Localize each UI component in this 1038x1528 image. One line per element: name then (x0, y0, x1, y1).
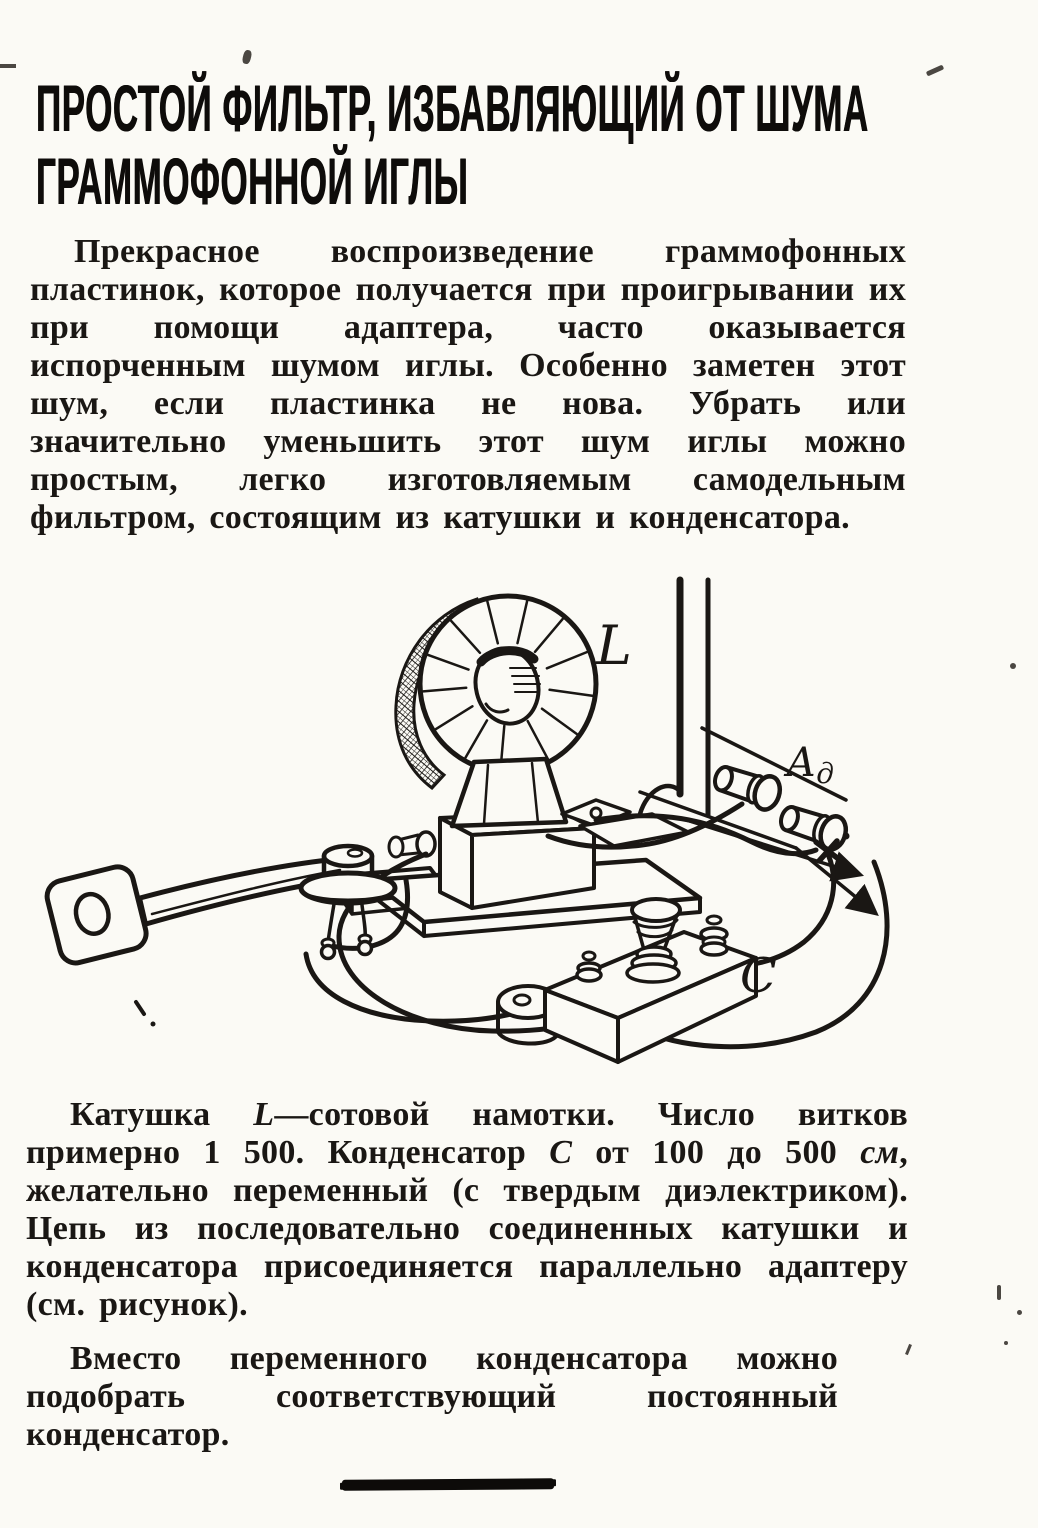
pickup-head (44, 864, 150, 967)
scan-speck (905, 1344, 912, 1355)
scan-speck (997, 1285, 1001, 1300)
capacitor-label: C (740, 948, 777, 1004)
coil-label: L (596, 614, 632, 677)
pivot-cylinder (324, 846, 372, 866)
spec-text-segment: Катушка (70, 1096, 254, 1133)
adapter-label: Ад (786, 740, 835, 790)
article-title (36, 72, 1038, 218)
end-of-article-rule (342, 1478, 554, 1490)
figure-drawing (40, 562, 940, 1076)
capacitor-knob (632, 899, 680, 921)
title-line-1: ПРОСТОЙ ФИЛЬТР, ИЗБАВЛЯЮЩИЙ ОТ ШУМА (36, 71, 869, 145)
spec-text-segment: —сотовой намотки. Число витков примерно 1 500. Конденсатор (26, 1096, 908, 1171)
capacitor (498, 899, 777, 1062)
circuit-illustration (40, 562, 940, 1076)
coil-holder (452, 759, 566, 826)
unit-cm: см (860, 1134, 900, 1171)
intro-paragraph: Прекрасное воспроизведение граммофонных пластинок, которое получается при проигрывании их при помощи адаптера, часто оказывается испорченным шумом иглы. Особенно заметен этот шум, если пластинка не нова. Убрать или значительно уменьшить этот шум иглы можно простым, легко изготовляемым самодельным фильтром, состоящим из катушки и конденсатора. (30, 233, 906, 536)
symbol-L: L (253, 1096, 275, 1133)
scan-speck (1017, 1310, 1022, 1315)
pickup-terminal (322, 946, 335, 959)
spec-text-segment: , желательно переменный (с твердым диэлектриком). Цепь из последовательно соединенных катушки и конденсатора присоединяется параллельно адаптеру (см. рисунок). (26, 1134, 908, 1323)
symbol-C: C (549, 1134, 573, 1171)
scan-speck (0, 64, 16, 68)
binding-post (711, 760, 784, 813)
pickup-terminal (359, 942, 372, 955)
scan-speck (1004, 1341, 1008, 1345)
scan-speck (241, 49, 252, 65)
spec-paragraph (26, 1096, 908, 1324)
closing-paragraph: Вместо переменного конденсатора можно подобрать соответствующий постоянный конденсатор. (26, 1340, 838, 1453)
spec-text-segment: от 100 до 500 (572, 1134, 861, 1171)
title-line-2: ГРАММОФОННОЙ ИГЛЫ (36, 144, 469, 218)
scan-speck (1010, 663, 1016, 669)
